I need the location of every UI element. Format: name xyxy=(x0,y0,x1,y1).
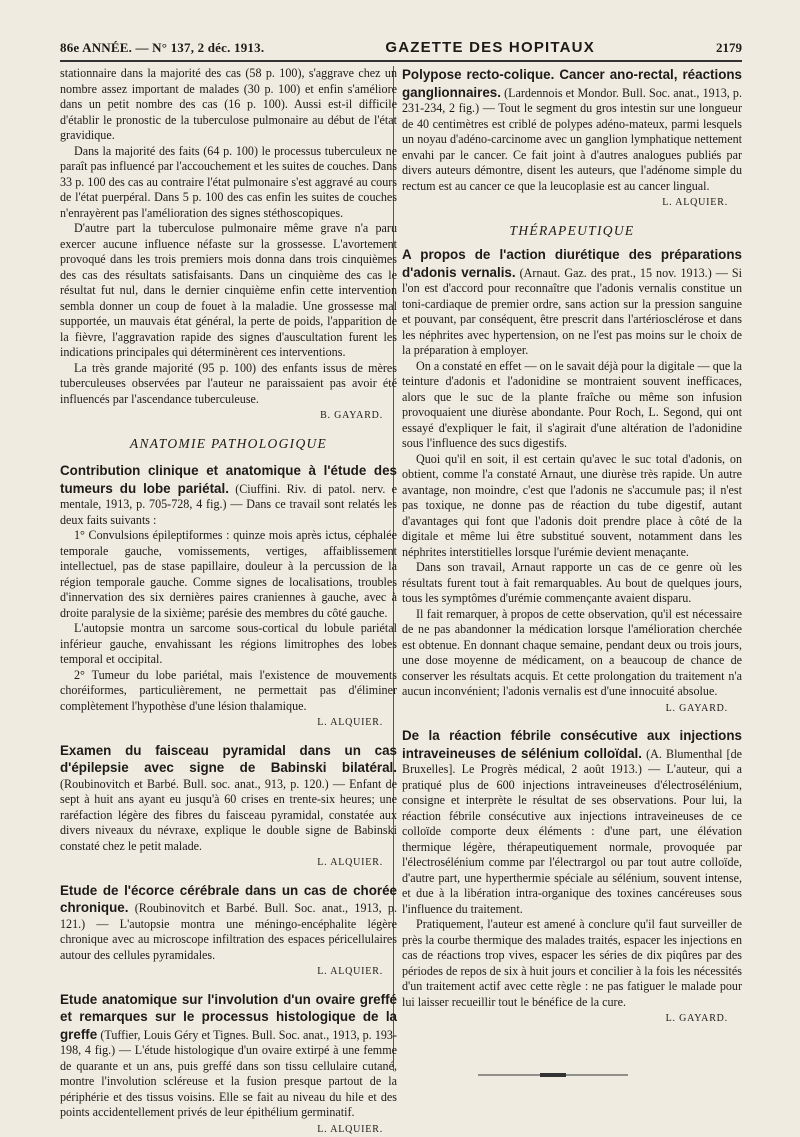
article-entry xyxy=(60,991,397,1137)
signature: L. GAYARD. xyxy=(402,1011,728,1027)
issue-info: 86e ANNÉE. — N° 137, 2 déc. 1913. xyxy=(60,40,264,56)
signature: B. GAYARD. xyxy=(60,408,383,424)
signature: L. ALQUIER. xyxy=(60,855,383,871)
article-paragraph: 1° Convulsions épileptiformes : quinze mois après ictus, céphalée temporale gauche, vomissements, vertiges, affaiblissement intellectuel, pas de stase papillaire, douleur à la percussion de la région temporale gauche. Comme signes de localisations, troubles d'innervation des six dernières paires craniennes à gauche, avec à droite paralysie de la sixième; parésie des membres du côté gauche. xyxy=(60,528,397,621)
article-title: Etude de l'écorce cérébrale dans un cas de chorée chronique. xyxy=(60,883,397,916)
article-title: Contribution clinique et anatomique à l'étude des tumeurs du lobe pariétal. xyxy=(60,463,397,496)
article-citation: (Lardennois et Mondor. Bull. Soc. anat., 1913, p. 231-234, 2 fig.) — Tout le segment du gros intestin sur une longueur de 40 centimètres est criblé de polypes adéno-mateux, parmi lesquels un noyau d'adéno-carcinome avec un ganglion lymphatique nettement envahi par le cancer. Ce fait joint à d'autres analogues publiés par divers auteurs démontre, disent les auteurs, que l'adénome simple du rectum est au cancer ce que la leucoplasie est au cancer lingual. xyxy=(402,86,742,193)
signature: L. GAYARD. xyxy=(402,701,728,717)
article-citation: (A. Blumenthal [de Bruxelles]. Le Progrès médical, 2 août 1913.) — L'auteur, qui a pratiqué plus de 600 injections intraveineuses d'électrosélénium, consigne et interprète le résultat de ses observations. Pour lui, la réaction fébrile consécutive aux injections intraveineuses de ce colloïde comporte deux éléments : d'une part, une élévation thermique légère, thérapeutiquement normale, provoquée par l'électrosélénium comme par l'électrargol ou par tout autre colloïde, d'autre part, une hyperthermie spéciale au sélénium, souvent intense, et due à la libération intra-organique des toxines cancéreuses sous l'influence du traitement. xyxy=(402,747,742,916)
section-title: ANATOMIE PATHOLOGIQUE xyxy=(60,436,397,452)
intro-paragraph: D'autre part la tuberculose pulmonaire même grave n'a paru exercer aucune influence néfaste sur la grossesse. L'avortement provoqué dans les trois premiers mois donna dans trois cinquièmes des cas des résultats satisfaisants. Dans un cinquième des cas le résultat fut nul, dans le dernier cinquième enfin cette intervention sembla donner un coup de fouet à la maladie. Une grossesse mal supportée, un mauvais état général, la perte de poids, l'apparition de la fièvre, l'aggravation rapide des signes d'auscultation furent les indications principales qui déterminèrent ces interventions. xyxy=(60,221,397,361)
intro-paragraph: stationnaire dans la majorité des cas (58 p. 100), s'aggrave chez un nombre assez important de malades (30 p. 100) et enfin s'améliore dans un petit nombre des cas (16 p. 100). Aussi est-il difficile d'établir le pronostic de la tuberculose pulmonaire au début de l'état gravidique. xyxy=(60,66,397,144)
signature: L. ALQUIER. xyxy=(402,195,728,211)
intro-paragraph: Dans la majorité des faits (64 p. 100) le processus tuberculeux ne paraît pas influencé par l'accouchement et les suites de couches. Dans 33 p. 100 des cas au contraire l'état pulmonaire s'est aggravé au cours de l'état puerpéral. Dans 5 p. 100 des cas enfin les suites de couches n'enrayèrent pas l'amélioration des signes stéthoscopiques. xyxy=(60,144,397,222)
article-title: Polypose recto-colique. Cancer ano-rectal, réactions ganglionnaires. xyxy=(402,67,742,100)
article-paragraph: Quoi qu'il en soit, il est certain qu'avec le suc total d'adonis, on obtient, comme l'a constaté Arnaut, une diurèse très rapide. Un autre avantage, non moindre, c'est que l'adonis ne s'accumule pas; il n'est pas toxique, ne donne pas de réaction du tube digestif, autant d'avantages qui font que l'adonis doit prendre place à côté de la digitale et même lui être substitué souvent, notamment dans les néphrites interstitielles lorsque l'urémie devient menaçante. xyxy=(402,452,742,561)
article-entry xyxy=(60,742,397,871)
article-title: Examen du faisceau pyramidal dans un cas d'épilepsie avec signe de Babinski bilatéral. xyxy=(60,743,397,776)
article-citation: (Ciuffini. Riv. di patol. nerv. e mentale, 1913, p. 705-728, 4 fig.) — Dans ce travail sont relatés les deux faits suivants : xyxy=(60,482,397,527)
article-entry xyxy=(60,882,397,980)
article-paragraph: Il fait remarquer, à propos de cette observation, qu'il est nécessaire de ne pas abandonner la médication lorsque l'amélioration cherchée est obtenue. En donnant chaque semaine, pendant deux ou trois jours, une dose moyenne de médicament, on a beaucoup de chance de conserver les résultats acquis. Et cette prolongation du traitement n'a aucun inconvénient; l'adonis vernalis est d'une innocuité absolue. xyxy=(402,607,742,700)
article-paragraph: 2° Tumeur du lobe pariétal, mais l'existence de mouvements choréiformes, particulièrement, ne permettait pas d'éliminer complètement l'hypothèse d'une lésion thalamique. xyxy=(60,668,397,715)
article-title: De la réaction fébrile consécutive aux injections intraveineuses de sélénium colloïdal. xyxy=(402,728,742,761)
article-paragraph: L'autopsie montra un sarcome sous-cortical du lobule pariétal inférieur gauche, envahissant les régions limitrophes des lobes temporal et occipital. xyxy=(60,621,397,668)
journal-title: GAZETTE DES HOPITAUX xyxy=(385,39,595,56)
article-entry xyxy=(402,66,742,211)
article-title: A propos de l'action diurétique des préparations d'adonis vernalis. xyxy=(402,247,742,280)
article-entry xyxy=(402,727,742,1027)
article-entry xyxy=(402,246,742,716)
page-number: 2179 xyxy=(716,40,742,56)
article-citation: (Roubinovitch et Barbé. Bull. soc. anat., 913, p. 120.) — Enfant de sept à huit ans ayant eu jusqu'à 60 crises en trente-six heures; une raréfaction légère des fibres du faisceau pyramidal, constatée aux divers niveaux du névraxe, explique le double signe de Babinski constaté chez le petit malade. xyxy=(60,777,397,853)
left-column xyxy=(60,66,397,1137)
signature: L. ALQUIER. xyxy=(60,1122,383,1137)
article-entry xyxy=(60,462,397,731)
right-column xyxy=(402,66,742,1027)
end-ornament xyxy=(478,1072,628,1078)
article-paragraph: On a constaté en effet — on le savait déjà pour la digitale — que la teinture d'adonis et l'adonidine se montraient souvent inefficaces, alors que le suc de la plante fraîche ou même son infusion provoquaient une diurèse abondante. Pour Roch, L. Segond, qui ont essayé d'expliquer le fait, il s'agirait d'une altération de l'adonidine sous l'influence des sucs digestifs. xyxy=(402,359,742,452)
article-citation: (Arnaut. Gaz. des prat., 15 nov. 1913.) — Si l'on est d'accord pour reconnaître que l'adonis vernalis constitue un toni-cardiaque de premier ordre, sans action sur la pression sanguine et pouvant, par conséquent, être prescrit dans l'artériosclérose et dans les néphrites avec hypertension, on ne l'est pas moins sur le choix de la préparation à employer. xyxy=(402,266,742,358)
section-title: THÉRAPEUTIQUE xyxy=(402,223,742,239)
signature: L. ALQUIER. xyxy=(60,964,383,980)
article-citation: (Roubinovitch et Barbé. Bull. Soc. anat., 1913, p. 121.) — L'autopsie montra une méningo-encéphalite légère chronique avec au microscope infiltration des espaces péricellulaires autour des cellules pyramidales. xyxy=(60,901,397,962)
intro-paragraph: La très grande majorité (95 p. 100) des enfants issus de mères tuberculeuses observées par l'auteur ne paraissaient pas avoir été influencés par l'ascendance tuberculeuse. xyxy=(60,361,397,408)
article-title: Etude anatomique sur l'involution d'un ovaire greffé et remarques sur le processus histologique de la greffe xyxy=(60,992,397,1042)
signature: L. ALQUIER. xyxy=(60,715,383,731)
article-paragraph: Dans son travail, Arnaut rapporte un cas de ce genre où les résultats furent tout à fait remarquables. Au bout de quelques jours, tous les symptômes d'urémie commençante avaient disparu. xyxy=(402,560,742,607)
article-citation: (Tuffier, Louis Géry et Tignes. Bull. Soc. anat., 1913, p. 193-198, 4 fig.) — L'étude histologique d'un ovaire extirpé à une femme de quarante et un ans, puis greffé dans son tissu cellulaire cutané, montre l'involution scléreuse et la fusion presque partout de la périphérie et des tissus voisins. Elle se fait au niveau du hile et des points accidentellement privés de leur épithélium germinatif. xyxy=(60,1028,397,1120)
article-paragraph: Pratiquement, l'auteur est amené à conclure qu'il faut surveiller de près la courbe thermique des malades traités, espacer les injections en cas de réactions trop vives, espacer les séries de dix piqûres par des périodes de repos de six à huit jours et concilier à la fois les nécessités d'un traitement actif avec cette règle : ne pas fatiguer le malade pour lui laisser recueillir tout le bénéfice de la cure. xyxy=(402,917,742,1010)
page-header xyxy=(60,30,742,62)
